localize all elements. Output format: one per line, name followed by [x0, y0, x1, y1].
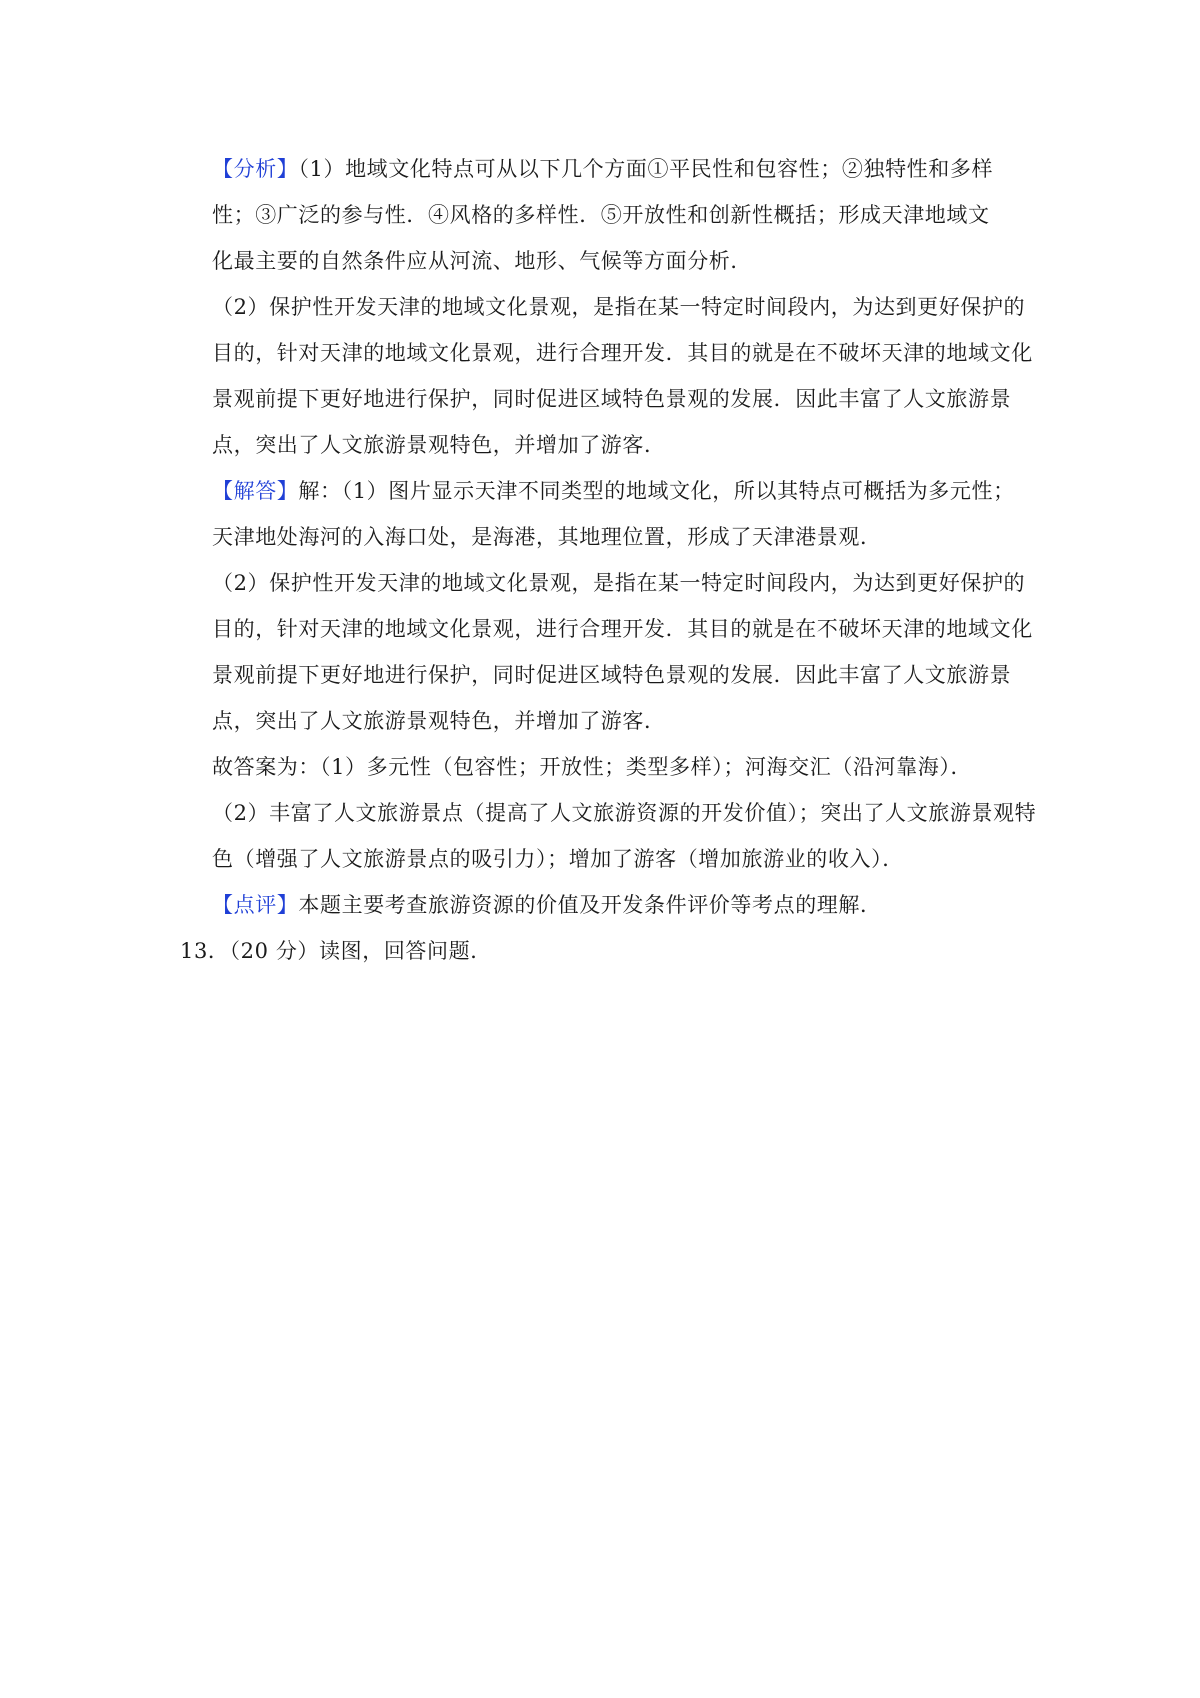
answer-line-8: （2）丰富了人文旅游景点（提高了人文旅游资源的开发价值）；突出了人文旅游景观特	[212, 801, 1037, 825]
analysis-line-3: 化最主要的自然条件应从河流、地形、气候等方面分析．	[212, 249, 752, 273]
answer-line-9: 色（增强了人文旅游景点的吸引力）；增加了游客（增加旅游业的收入）．	[212, 847, 904, 871]
answer-line-6: 点，突出了人文旅游景观特色，并增加了游客．	[212, 709, 666, 733]
analysis-line-4: （2）保护性开发天津的地域文化景观，是指在某一特定时间段内，为达到更好保护的	[212, 295, 1026, 319]
answer-line-2: 天津地处海河的入海口处，是海港，其地理位置，形成了天津港景观．	[212, 525, 882, 549]
answer-line-3: （2）保护性开发天津的地域文化景观，是指在某一特定时间段内，为达到更好保护的	[212, 571, 1026, 595]
question-13: 13．（20 分）读图，回答问题．	[180, 939, 492, 963]
analysis-line-5: 目的，针对天津的地域文化景观，进行合理开发．其目的就是在不破坏天津的地域文化	[212, 341, 1033, 365]
answer-line-7: 故答案为：（1）多元性（包容性；开放性；类型多样）；河海交汇（沿河靠海）．	[212, 755, 973, 779]
analysis-line-2: 性；③广泛的参与性．④风格的多样性．⑤开放性和创新性概括；形成天津地域文	[212, 203, 990, 227]
analysis-line-6: 景观前提下更好地进行保护，同时促进区域特色景观的发展．因此丰富了人文旅游景	[212, 387, 1012, 411]
analysis-text: （1）地域文化特点可从以下几个方面①平民性和包容性；②独特性和多样	[298, 157, 994, 181]
answer-tag: 【解答】	[212, 479, 299, 503]
answer-text: 解：（1）图片显示天津不同类型的地域文化，所以其特点可概括为多元性；	[298, 479, 1015, 503]
analysis-line-7: 点，突出了人文旅游景观特色，并增加了游客．	[212, 433, 666, 457]
answer-line-5: 景观前提下更好地进行保护，同时促进区域特色景观的发展．因此丰富了人文旅游景	[212, 663, 1012, 687]
analysis-line-1	[212, 154, 993, 184]
answer-line-1	[212, 476, 1015, 506]
analysis-tag: 【分析】	[212, 157, 299, 181]
comment-text: 本题主要考查旅游资源的价值及开发条件评价等考点的理解．	[298, 893, 882, 917]
answer-line-4: 目的，针对天津的地域文化景观，进行合理开发．其目的就是在不破坏天津的地域文化	[212, 617, 1033, 641]
comment-line	[212, 890, 882, 920]
comment-tag: 【点评】	[212, 893, 299, 917]
